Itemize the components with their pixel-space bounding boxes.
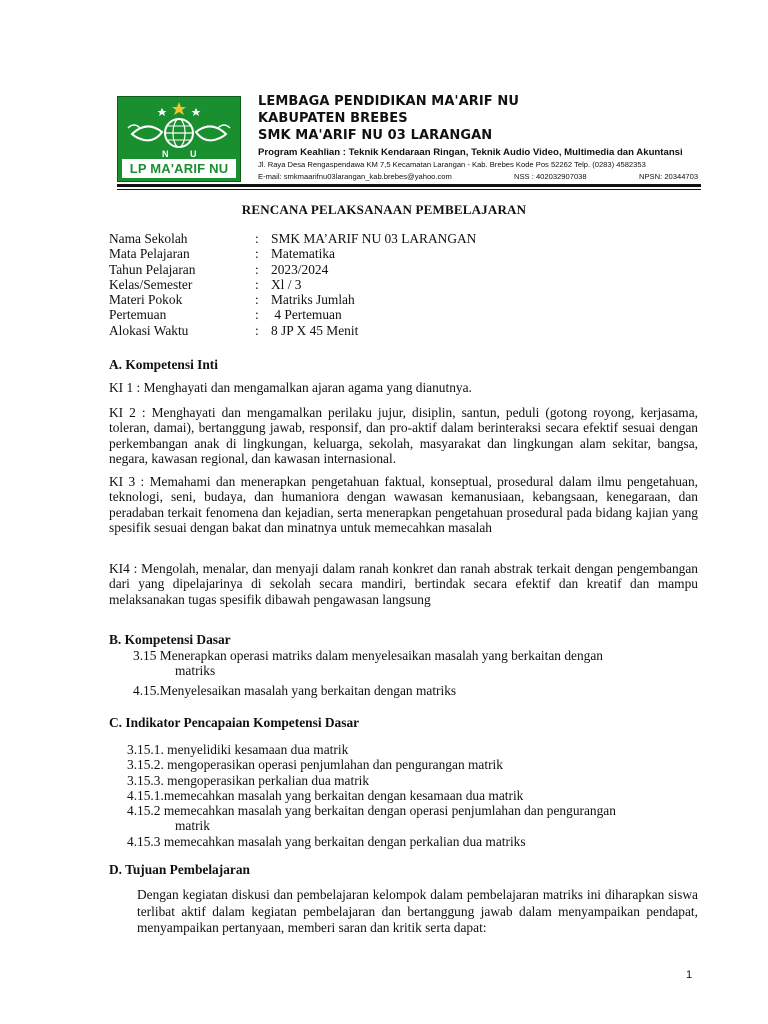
identity-colon: : xyxy=(255,276,259,292)
identity-label: Mata Pelajaran xyxy=(109,246,190,262)
identity-value: Matematika xyxy=(271,246,335,262)
indicator-item: 3.15.3. mengoperasikan perkalian dua matrik xyxy=(127,772,370,788)
letterhead-divider-thin xyxy=(117,189,701,190)
logo-letter-u: U xyxy=(190,149,197,159)
section-d-heading: D. Tujuan Pembelajaran xyxy=(109,862,250,877)
program-keahlian: Program Keahlian : Teknik Kendaraan Ringan, Teknik Audio Video, Multimedia dan Akuntansi xyxy=(258,147,683,158)
page-number: 1 xyxy=(686,969,693,981)
letterhead-text xyxy=(258,93,708,182)
school-name: SMK MA'ARIF NU 03 LARANGAN xyxy=(258,128,493,143)
identity-label: Alokasi Waktu xyxy=(109,322,189,338)
indicator-list xyxy=(127,742,616,849)
identity-value: Xl / 3 xyxy=(271,276,302,292)
section-a-heading: A. Kompetensi Inti xyxy=(109,357,218,372)
ki-2: KI 2 : Menghayati dan mengamalkan perilaku jujur, disiplin, santun, peduli (gotong royong, kerjasama, toleran, damai), bertanggung jawab, responsif, dan pro-aktif dalam berinteraksi secara efektif sesuai dengan perkembangan anak di lingkungan, keluarga, sekolah, masyarakat dan lingkungan alam sekitar, bangsa, negara, kawasan regional, dan kawasan internasional. xyxy=(109,405,698,466)
section-b-heading: B. Kompetensi Dasar xyxy=(109,632,231,647)
school-nss: NSS : 402032907038 xyxy=(514,172,587,181)
identity-colon: : xyxy=(255,261,259,277)
ki-3: KI 3 : Memahami dan menerapkan pengetahuan faktual, konseptual, prosedural dalam ilmu pengetahuan, teknologi, seni, budaya, dan humaniora dengan wawasan kemanusiaan, kebangsaan, kenegaraan, dan peradaban terkait fenomena dan kejadian, serta menerapkan pengetahuan prosedural pada bidang kajian yang spesifik sesuai dengan bakat dan minatnya untuk memecahkan masalah xyxy=(109,474,698,535)
kd-list xyxy=(133,648,603,698)
identity-value: SMK MA’ARIF NU 03 LARANGAN xyxy=(271,231,477,246)
identity-value: Matriks Jumlah xyxy=(271,292,355,308)
identity-label: Tahun Pelajaran xyxy=(109,261,196,277)
indicator-item: 4.15.1.memecahkan masalah yang berkaitan dengan kesamaan dua matrik xyxy=(127,787,524,803)
indicator-item: 4.15.3 memecahkan masalah yang berkaitan dengan perkalian dua matriks xyxy=(127,833,526,849)
identity-label: Nama Sekolah xyxy=(109,231,188,246)
document-title: RENCANA PELAKSANAAN PEMBELAJARAN xyxy=(241,202,527,217)
letterhead-divider-thick xyxy=(117,184,701,187)
identity-colon: : xyxy=(255,246,259,262)
school-email: E-mail: smkmaarifnu03larangan_kab.brebes@yahoo.com xyxy=(258,172,452,181)
identity-value: 4 Pertemuan xyxy=(271,307,342,323)
section-c-heading: C. Indikator Pencapaian Kompetensi Dasar xyxy=(109,715,360,730)
ki-1: KI 1 : Menghayati dan mengamalkan ajaran agama yang dianutnya. xyxy=(109,380,472,395)
school-npsn: NPSN: 20344703 xyxy=(639,172,699,181)
identity-colon: : xyxy=(255,292,259,308)
kd-item: 4.15.Menyelesaikan masalah yang berkaitan dengan matriks xyxy=(133,682,457,698)
kd-item: 3.15 Menerapkan operasi matriks dalam menyelesaikan masalah yang berkaitan dengan xyxy=(133,648,603,663)
ki-4: KI4 : Mengolah, menalar, dan menyaji dalam ranah konkret dan ranah abstrak terkait dengan pengembangan dari yang dipelajarinya di sekolah secara mandiri, bertindak secara efektif dan kreatif dan mampu melaksanakan tugas spesifik dibawah pengawasan langsung xyxy=(109,561,698,607)
kd-item-continued: matriks xyxy=(175,663,216,679)
regency-name: KABUPATEN BREBES xyxy=(258,111,408,126)
identity-label: Kelas/Semester xyxy=(109,276,193,292)
tujuan-text: Dengan kegiatan diskusi dan pembelajaran kelompok dalam pembelajaran matriks ini diharapkan siswa terlibat aktif dalam kegiatan pembelajaran dan bertanggung jawab dalam menyampaikan pendapat, menyampaikan pertanyaan, memberi saran dan kritik serta dapat: xyxy=(137,887,698,935)
contact-line xyxy=(258,171,708,182)
indicator-item: 3.15.2. mengoperasikan operasi penjumlahan dan pengurangan matrik xyxy=(127,757,503,773)
institution-name: LEMBAGA PENDIDIKAN MA'ARIF NU xyxy=(258,94,520,109)
logo-caption: LP MA'ARIF NU xyxy=(122,159,236,178)
indicator-item: 4.15.2 memecahkan masalah yang berkaitan dengan operasi penjumlahan dan pengurangan xyxy=(127,803,616,819)
lp-maarif-nu-logo xyxy=(117,96,241,182)
identity-label: Materi Pokok xyxy=(109,292,183,308)
indicator-item-continued: matrik xyxy=(175,818,210,834)
nu-emblem-icon xyxy=(122,100,236,160)
identity-value: 8 JP X 45 Menit xyxy=(271,322,359,338)
identity-label: Pertemuan xyxy=(109,307,167,323)
identity-colon: : xyxy=(255,307,259,323)
identity-value: 2023/2024 xyxy=(271,261,329,277)
indicator-item: 3.15.1. menyelidiki kesamaan dua matrik xyxy=(127,742,349,757)
school-address: Jl. Raya Desa Rengaspendawa KM 7,5 Kecamatan Larangan - Kab. Brebes Kode Pos 52262 Telp. (0283) 4582353 xyxy=(258,160,646,169)
identity-colon: : xyxy=(255,322,259,338)
logo-letter-n: N xyxy=(162,149,169,159)
identity-colon: : xyxy=(255,231,259,246)
